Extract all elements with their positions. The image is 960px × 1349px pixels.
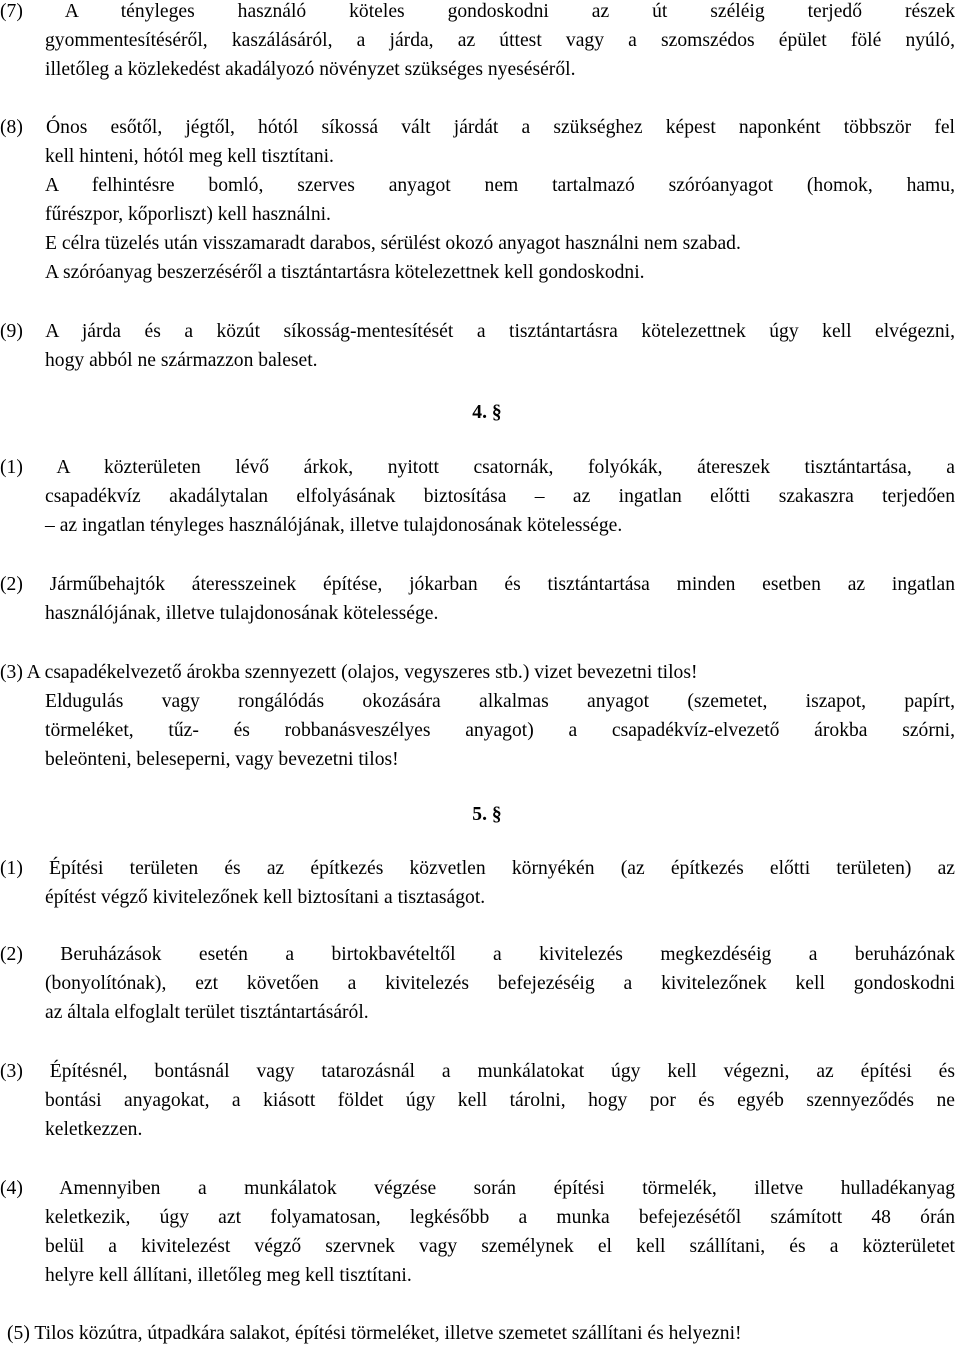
- paragraph-9: [0, 317, 955, 375]
- text-line: Eldugulás vagy rongálódás okozására alkalmas anyagot (szemetet, iszapot, papírt,: [45, 691, 955, 712]
- text-line: – az ingatlan tényleges használójának, illetve tulajdonosának kötelessége.: [45, 515, 623, 536]
- text-line: csapadékvíz akadálytalan elfolyásának biztosítása – az ingatlan előtti szakaszra terjedően: [45, 486, 955, 507]
- text-line: (3) A csapadékelvezető árokba szennyezett (olajos, vegyszeres stb.) vizet bevezetni tilos!: [0, 662, 698, 683]
- text-line: építést végző kivitelezőnek kell biztosítani a tisztaságot.: [45, 887, 486, 908]
- text-line: belül a kivitelezést végző szervnek vagy személynek el kell szállítani, és a közterületet: [45, 1236, 955, 1257]
- text-line: keletkezik, úgy azt folyamatosan, legkésőbb a munka befejezésétől számított 48 órán: [45, 1207, 955, 1228]
- paragraph-8: [0, 113, 955, 287]
- text-line: (8) Ónos esőtől, jégtől, hótól síkossá vált járdát a szükséghez képest naponként többször fel: [0, 117, 955, 138]
- text-line: (1) A közterületen lévő árkok, nyitott csatornák, folyókák, átereszek tisztántartása, a: [0, 457, 955, 478]
- section-4-paragraph-1: [0, 453, 955, 540]
- section-5-paragraph-5: [7, 1319, 957, 1348]
- text-line: (bonyolítónak), ezt követően a kivitelezés befejezéséig a kivitelezőnek kell gondoskodni: [45, 973, 955, 994]
- text-line: fűrészpor, kőporliszt) kell használni.: [45, 204, 331, 225]
- text-line: bontási anyagokat, a kiásott földet úgy kell tárolni, hogy por és egyéb szennyeződés ne: [45, 1090, 955, 1111]
- section-5-paragraph-2: [0, 940, 955, 1027]
- text-line: (2) Beruházások esetén a birtokbavételtől a kivitelezés megkezdéséig a beruházónak: [0, 944, 955, 965]
- section-5-paragraph-1: [0, 854, 955, 912]
- text-line: (5) Tilos közútra, útpadkára salakot, építési törmeléket, illetve szemetet szállítani és helyezni!: [7, 1323, 742, 1344]
- text-line: (7) A tényleges használó köteles gondoskodni az út széléig terjedő részek: [0, 1, 955, 22]
- text-line: (2) Járműbehajtók áteresszeinek építése, jókarban és tisztántartása minden esetben az ingatlan: [0, 574, 955, 595]
- section-heading-5: 5. §: [472, 804, 502, 825]
- section-heading-4: 4. §: [472, 402, 502, 423]
- section-5-paragraph-4: [0, 1174, 955, 1290]
- text-line: illetőleg a közlekedést akadályozó növényzet szükséges nyeséséről.: [45, 59, 576, 80]
- text-line: (9) A járda és a közút síkosság-mentesítését a tisztántartásra kötelezettnek úgy kell elvégezni,: [0, 321, 955, 342]
- section-4-paragraph-2: [0, 570, 955, 628]
- text-line: törmeléket, tűz- és robbanásveszélyes anyagot) a csapadékvíz-elvezető árokba szórni,: [45, 720, 955, 741]
- section-5-paragraph-3: [0, 1057, 955, 1144]
- text-line: keletkezzen.: [45, 1119, 143, 1140]
- section-4-paragraph-3: [0, 658, 955, 774]
- text-line: (4) Amennyiben a munkálatok végzése során építési törmelék, illetve hulladékanyag: [0, 1178, 955, 1199]
- text-line: beleönteni, beleseperni, vagy bevezetni tilos!: [45, 749, 399, 770]
- text-line: (3) Építésnél, bontásnál vagy tatarozásnál a munkálatokat úgy kell végezni, az építési és: [0, 1061, 955, 1082]
- text-line: gyommentesítéséről, kaszálásáról, a járda, az úttest vagy a szomszédos épület fölé nyúló,: [45, 30, 955, 51]
- paragraph-7: [0, 0, 955, 84]
- text-line: az általa elfoglalt terület tisztántartásáról.: [45, 1002, 369, 1023]
- text-line: kell hinteni, hótól meg kell tisztítani.: [45, 146, 334, 167]
- text-line: A szóróanyag beszerzéséről a tisztántartásra kötelezettnek kell gondoskodni.: [45, 262, 645, 283]
- text-line: helyre kell állítani, illetőleg meg kell tisztítani.: [45, 1265, 412, 1286]
- text-line: A felhintésre bomló, szerves anyagot nem tartalmazó szóróanyagot (homok, hamu,: [45, 175, 955, 196]
- text-line: használójának, illetve tulajdonosának kötelessége.: [45, 603, 439, 624]
- text-line: hogy abból ne származzon baleset.: [45, 350, 318, 371]
- text-line: (1) Építési területen és az építkezés közvetlen környékén (az építkezés előtti területen) az: [0, 858, 955, 879]
- text-line: E célra tüzelés után visszamaradt darabos, sérülést okozó anyagot használni nem szabad.: [45, 233, 741, 254]
